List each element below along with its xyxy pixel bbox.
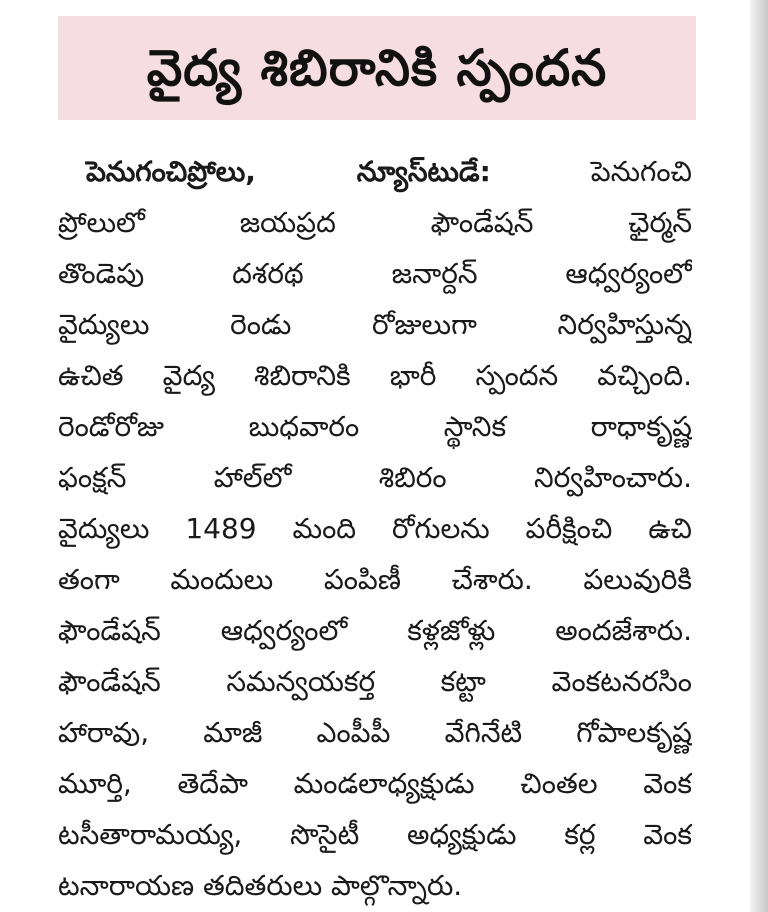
article-line: తొండెపు దశరథ జనార్దన్ ఆధ్వర్యంలో xyxy=(58,257,692,290)
article-line: రెండోరోజు బుధవారం స్థానిక రాధాకృష్ణ xyxy=(58,410,692,443)
article-line xyxy=(58,146,692,197)
article-line: వైద్యులు రెండు రోజులుగా నిర్వహిస్తున్న xyxy=(58,308,692,341)
article-line: వైద్యులు 1489 మంది రోగులను పరీక్షించి ఉచి xyxy=(58,512,692,545)
article-line-text: పెనుగంచి xyxy=(590,155,692,188)
article-line: తంగా మందులు పంపిణీ చేశారు. పలువురికి xyxy=(58,563,692,596)
headline: వైద్య శిబిరానికి స్పందన xyxy=(146,39,608,97)
article-line: ప్రోలులో జయప్రద ఫౌండేషన్ ఛైర్మన్ xyxy=(58,206,692,239)
article-body xyxy=(58,146,692,911)
article-line: మూర్తి, తెదేపా మండలాధ్యక్షుడు చింతల వెంక xyxy=(58,767,692,800)
article-line: ఫౌండేషన్ ఆధ్వర్యంలో కళ్లజోళ్లు అందజేశారు. xyxy=(58,614,692,647)
article-line: హారావు, మాజీ ఎంపీపీ వేగినేటి గోపాలకృష్ణ xyxy=(58,716,692,749)
article-line: ఫౌండేషన్ సమన్వయకర్త కట్టా వెంకటనరసిం xyxy=(58,665,692,698)
page-edge-shadow xyxy=(750,0,768,912)
article-line: టనారాయణ తదితరులు పాల్గొన్నారు. xyxy=(58,869,463,902)
dateline: పెనుగంచిప్రోలు, న్యూస్‌టుడే: xyxy=(86,155,491,188)
article-line: టసీతారామయ్య, సొసైటీ అధ్యక్షుడు కర్ల వెంక xyxy=(58,818,692,851)
article-line: ఫంక్షన్ హాల్‌లో శిబిరం నిర్వహించారు. xyxy=(58,461,692,494)
article-line: ఉచిత వైద్య శిబిరానికి భారీ స్పందన వచ్చింది. xyxy=(58,359,692,392)
headline-banner xyxy=(58,16,696,120)
